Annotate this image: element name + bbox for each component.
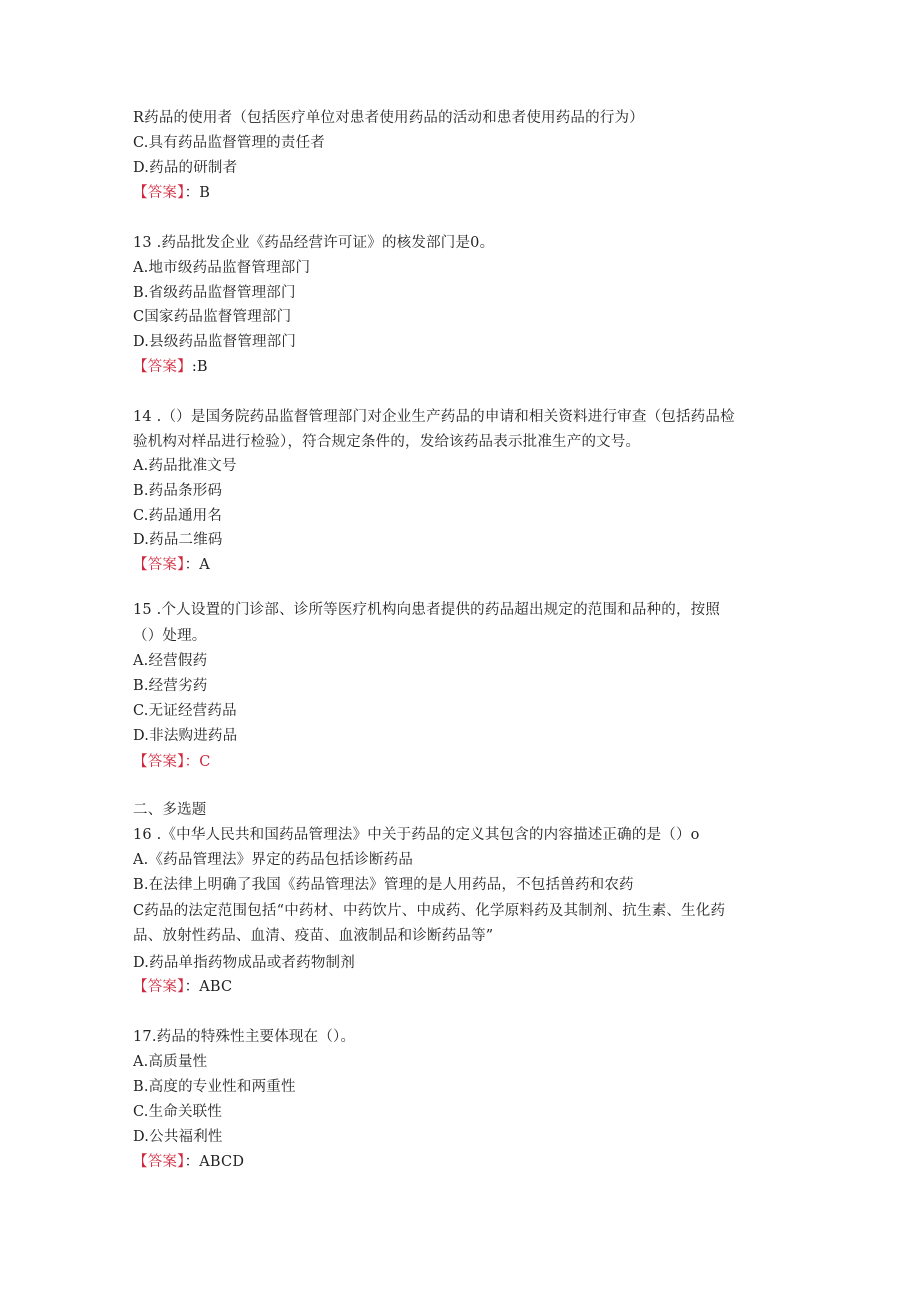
q16-option-b: B.在法律上明确了我国《药品管理法》管理的是人用药品，不包括兽药和农药 xyxy=(133,877,634,893)
q15-option-d: D.非法购进药品 xyxy=(133,728,238,744)
q17-option-a: A.高质量性 xyxy=(133,1054,208,1070)
q13-option-d: D.县级药品监督管理部门 xyxy=(133,334,297,350)
answer-value: ：B xyxy=(184,185,211,201)
q15-option-c: C.无证经营药品 xyxy=(133,703,237,719)
q16-answer xyxy=(133,977,232,997)
q17-option-c: C.生命关联性 xyxy=(133,1104,223,1120)
q13-option-b: B.省级药品监督管理部门 xyxy=(133,285,296,301)
q14-option-a: A.药品批准文号 xyxy=(133,458,237,474)
q14-option-b: B.药品条形码 xyxy=(133,483,223,499)
section-title-multiple-choice: 二、多选题 xyxy=(133,802,207,818)
answer-label: 【答案】 xyxy=(133,1154,185,1170)
answer-label: 【答案】 xyxy=(133,979,185,995)
option-b-continuation: R药品的使用者（包括医疗单位对患者使用药品的活动和患者使用药品的行为） xyxy=(133,110,644,126)
q16-option-a: A.《药品管理法》界定的药品包括诊断药品 xyxy=(133,852,414,868)
answer-label: 【答案】 xyxy=(133,185,185,201)
q13-answer xyxy=(133,357,208,377)
answer-value: ：C xyxy=(184,754,211,770)
answer-value: :B xyxy=(191,359,208,375)
q16-option-c-line-1: C药品的法定范围包括“中药材、中药饮片、中成药、化学原料药及其制剂、抗生素、生化药 xyxy=(133,903,726,919)
q15-stem-line-1: 15 .个人设置的门诊部、诊所等医疗机构向患者提供的药品超出规定的范围和品种的，按照 xyxy=(133,602,721,618)
answer-label: 【答案】 xyxy=(133,557,185,573)
answer-value: ：ABC xyxy=(184,979,233,995)
answer-value: ：ABCD xyxy=(184,1154,245,1170)
option-c-continuation: C.具有药品监督管理的责任者 xyxy=(133,135,325,151)
q16-option-d: D.药品单指药物成品或者药物制剂 xyxy=(133,955,355,971)
q13-option-c: C国家药品监督管理部门 xyxy=(133,309,292,325)
option-d-continuation: D.药品的研制者 xyxy=(133,160,238,176)
answer-label: 【答案】 xyxy=(133,754,185,770)
q14-option-d: D.药品二维码 xyxy=(133,532,223,548)
q14-stem-line-1: 14 .（）是国务院药品监督管理部门对企业生产药品的申请和相关资料进行审查（包括药品检 xyxy=(133,409,735,425)
q14-option-c: C.药品通用名 xyxy=(133,508,223,524)
q15-stem-line-2: （）处理。 xyxy=(133,628,207,644)
q13-stem: 13 .药品批发企业《药品经营许可证》的核发部门是0。 xyxy=(133,235,495,251)
q15-option-a: A.经营假药 xyxy=(133,653,208,669)
q17-option-d: D.公共福利性 xyxy=(133,1129,223,1145)
q16-option-c-line-2: 品、放射性药品、血清、疫苗、血液制品和诊断药品等” xyxy=(133,928,494,944)
q14-stem-line-2: 验机构对样品进行检验），符合规定条件的，发给该药品表示批准生产的文号。 xyxy=(133,434,641,450)
q15-option-b: B.经营劣药 xyxy=(133,678,208,694)
answer-continuation xyxy=(133,183,210,203)
q17-option-b: B.高度的专业性和两重性 xyxy=(133,1079,296,1095)
q15-answer xyxy=(133,752,211,772)
q13-option-a: A.地市级药品监督管理部门 xyxy=(133,260,311,276)
q17-stem: 17.药品的特殊性主要体现在（）。 xyxy=(133,1029,356,1045)
answer-value: ：A xyxy=(184,557,210,573)
q14-answer xyxy=(133,555,210,575)
answer-label: 【答案】 xyxy=(133,359,192,375)
q17-answer xyxy=(133,1152,244,1172)
q16-stem: 16 .《中华人民共和国药品管理法》中关于药品的定义其包含的内容描述正确的是（）o xyxy=(133,827,700,843)
